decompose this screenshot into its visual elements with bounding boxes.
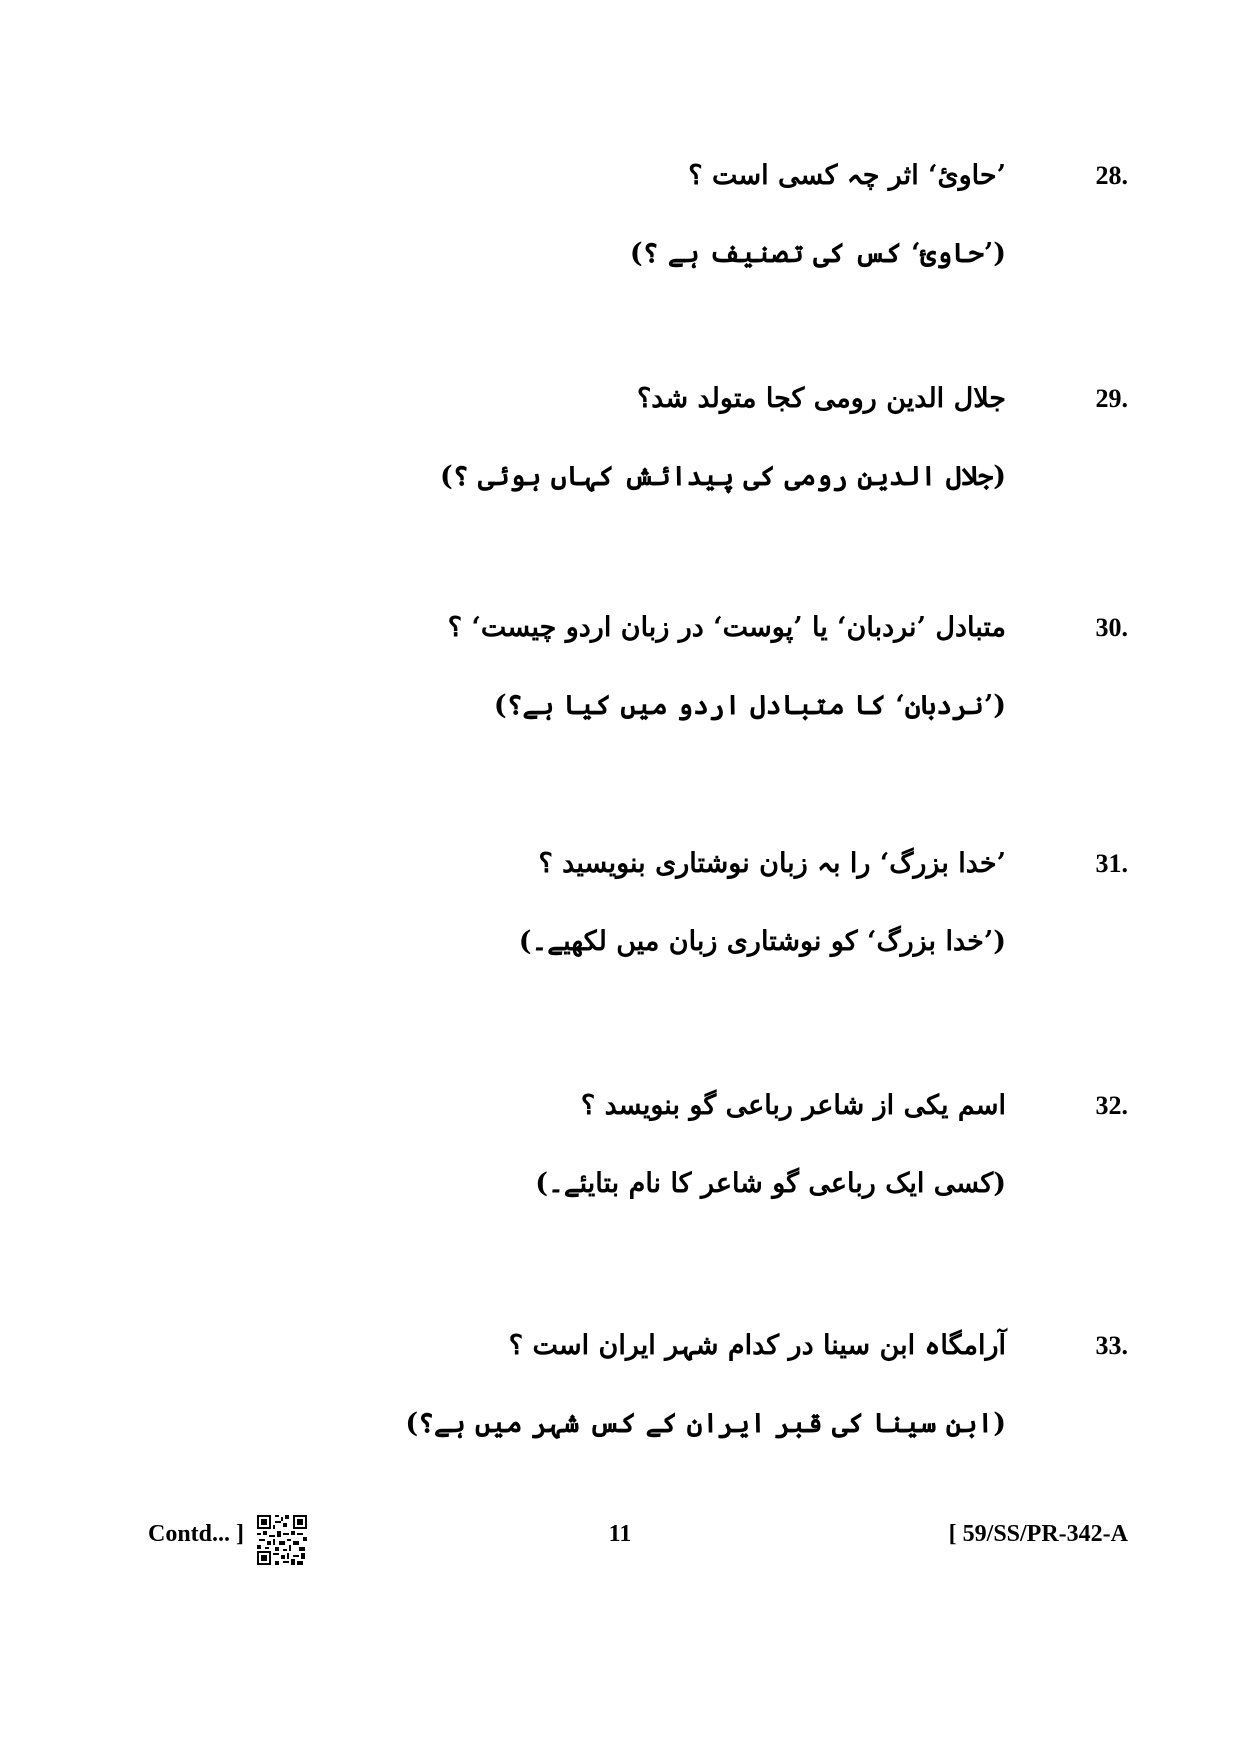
- question-line: [128, 1330, 1128, 1386]
- question-number: 31.: [1095, 849, 1128, 878]
- question-number: 32.: [1095, 1091, 1128, 1120]
- question-persian-text: آرامگاہ ابن سینا در کدام شہر ایران است ؟: [508, 1330, 1006, 1361]
- page-footer: [0, 1515, 1240, 1565]
- question-number: 29.: [1095, 384, 1128, 413]
- question-persian-text: متبادل ’نردبان‘ یا ’پوست‘ در زبان اردو چیست‘ ؟: [447, 612, 1006, 643]
- paper-code: [ 59/SS/PR-342-A: [948, 1521, 1128, 1547]
- question-persian-text: جلال الدین رومی کجا متولد شد؟: [636, 383, 1006, 414]
- question-line: [128, 383, 1128, 439]
- continued-label: Contd... ]: [148, 1521, 245, 1547]
- question-32: [128, 1090, 1128, 1199]
- question-33: [128, 1330, 1128, 1439]
- question-urdu-text: (’نردبان‘ کا متبادل اردو میں کیا ہے؟): [493, 690, 1006, 721]
- question-number: 28.: [1095, 161, 1128, 190]
- page-number: 11: [608, 1521, 632, 1547]
- question-urdu-text: (ابن سینا کی قبر ایران کے کس شہر میں ہے؟): [405, 1408, 1006, 1439]
- question-urdu-text: (’حاویٔ‘ کس کی تصنیف ہے ؟): [629, 238, 1006, 269]
- question-29: [128, 383, 1128, 492]
- question-urdu-text: (’خدا بزرگ‘ کو نوشتاری زبان میں لکھیے۔): [518, 926, 1006, 957]
- question-line: [128, 160, 1128, 216]
- question-31: [128, 848, 1128, 957]
- question-30: [128, 612, 1128, 721]
- question-persian-text: ’خدا بزرگ‘ را بہ زبان نوشتاری بنویسید ؟: [538, 848, 1006, 879]
- question-28: [128, 160, 1128, 269]
- question-urdu-text: (کسی ایک رباعی گو شاعر کا نام بتایئے۔): [535, 1168, 1006, 1199]
- question-line: [128, 612, 1128, 668]
- question-line: [128, 1090, 1128, 1146]
- question-persian-text: ’حاویٔ‘ اثر چہ کسی است ؟: [688, 160, 1006, 191]
- question-line: [128, 848, 1128, 904]
- question-persian-text: اسم یکی از شاعر رباعی گو بنویسد ؟: [580, 1090, 1006, 1121]
- question-urdu-text: (جلال الدین رومی کی پیدائش کہاں ہوئی ؟): [440, 461, 1006, 492]
- question-number: 30.: [1095, 613, 1128, 642]
- question-number: 33.: [1095, 1331, 1128, 1360]
